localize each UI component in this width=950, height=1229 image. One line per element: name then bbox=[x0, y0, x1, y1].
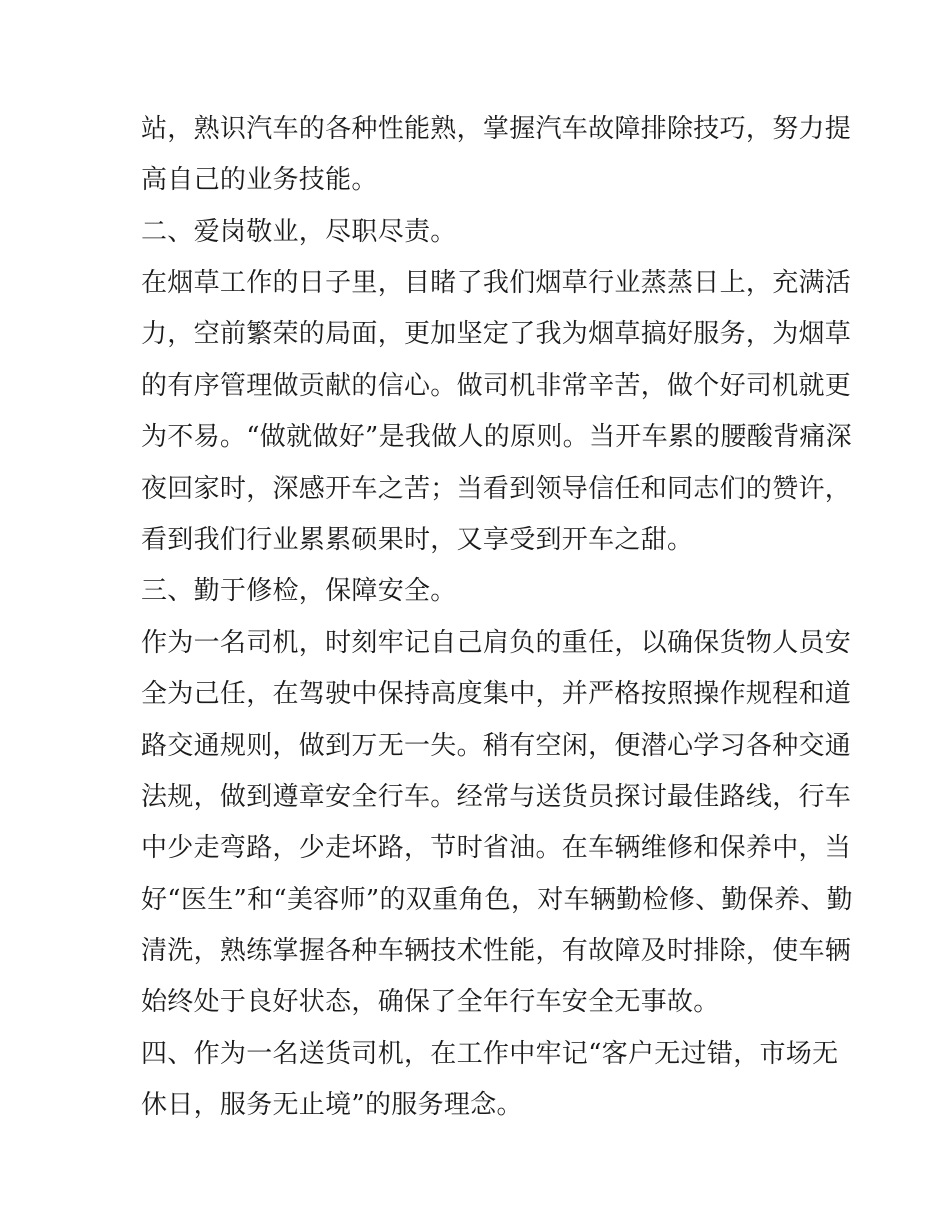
section-heading: 三、勤于修检，保障安全。 bbox=[141, 576, 457, 606]
text-line: 全为己任，在驾驶中保持高度集中，并严格按照操作规程和道 bbox=[141, 679, 852, 709]
text-line: 力，空前繁荣的局面，更加坚定了我为烟草搞好服务，为烟草 bbox=[141, 319, 852, 349]
text-line: 法规，做到遵章安全行车。经常与送货员探讨最佳路线，行车 bbox=[141, 782, 852, 812]
section-heading: 四、作为一名送货司机，在工作中牢记“客户无过错，市场无 bbox=[141, 1039, 839, 1069]
text-line: 作为一名司机，时刻牢记自己肩负的重任，以确保货物人员安 bbox=[141, 628, 852, 658]
text-line: 高自己的业务技能。 bbox=[141, 165, 378, 195]
text-line: 始终处于良好状态，确保了全年行车安全无事故。 bbox=[141, 987, 720, 1017]
text-line: 为不易。“做就做好”是我做人的原则。当开车累的腰酸背痛深 bbox=[141, 422, 852, 452]
text-line: 在烟草工作的日子里，目睹了我们烟草行业蒸蒸日上，充满活 bbox=[141, 268, 852, 298]
text-line: 的有序管理做贡献的信心。做司机非常辛苦，做个好司机就更 bbox=[141, 371, 852, 401]
section-heading: 二、爱岗敬业，尽职尽责。 bbox=[141, 217, 457, 247]
text-line: 中少走弯路，少走坏路，节时省油。在车辆维修和保养中，当 bbox=[141, 833, 852, 863]
text-line: 站，熟识汽车的各种性能熟，掌握汽车故障排除技巧，努力提 bbox=[141, 114, 852, 144]
text-line: 好“医生”和“美容师”的双重角色，对车辆勤检修、勤保养、勤 bbox=[141, 885, 853, 915]
text-line: 夜回家时，深感开车之苦；当看到领导信任和同志们的赞许， bbox=[141, 474, 852, 504]
text-line: 看到我们行业累累硕果时，又享受到开车之甜。 bbox=[141, 525, 694, 555]
text-line: 路交通规则，做到万无一失。稍有空闲，便潜心学习各种交通 bbox=[141, 731, 852, 761]
text-line: 休日，服务无止境”的服务理念。 bbox=[141, 1090, 523, 1120]
text-line: 清洗，熟练掌握各种车辆技术性能，有故障及时排除，使车辆 bbox=[141, 936, 852, 966]
